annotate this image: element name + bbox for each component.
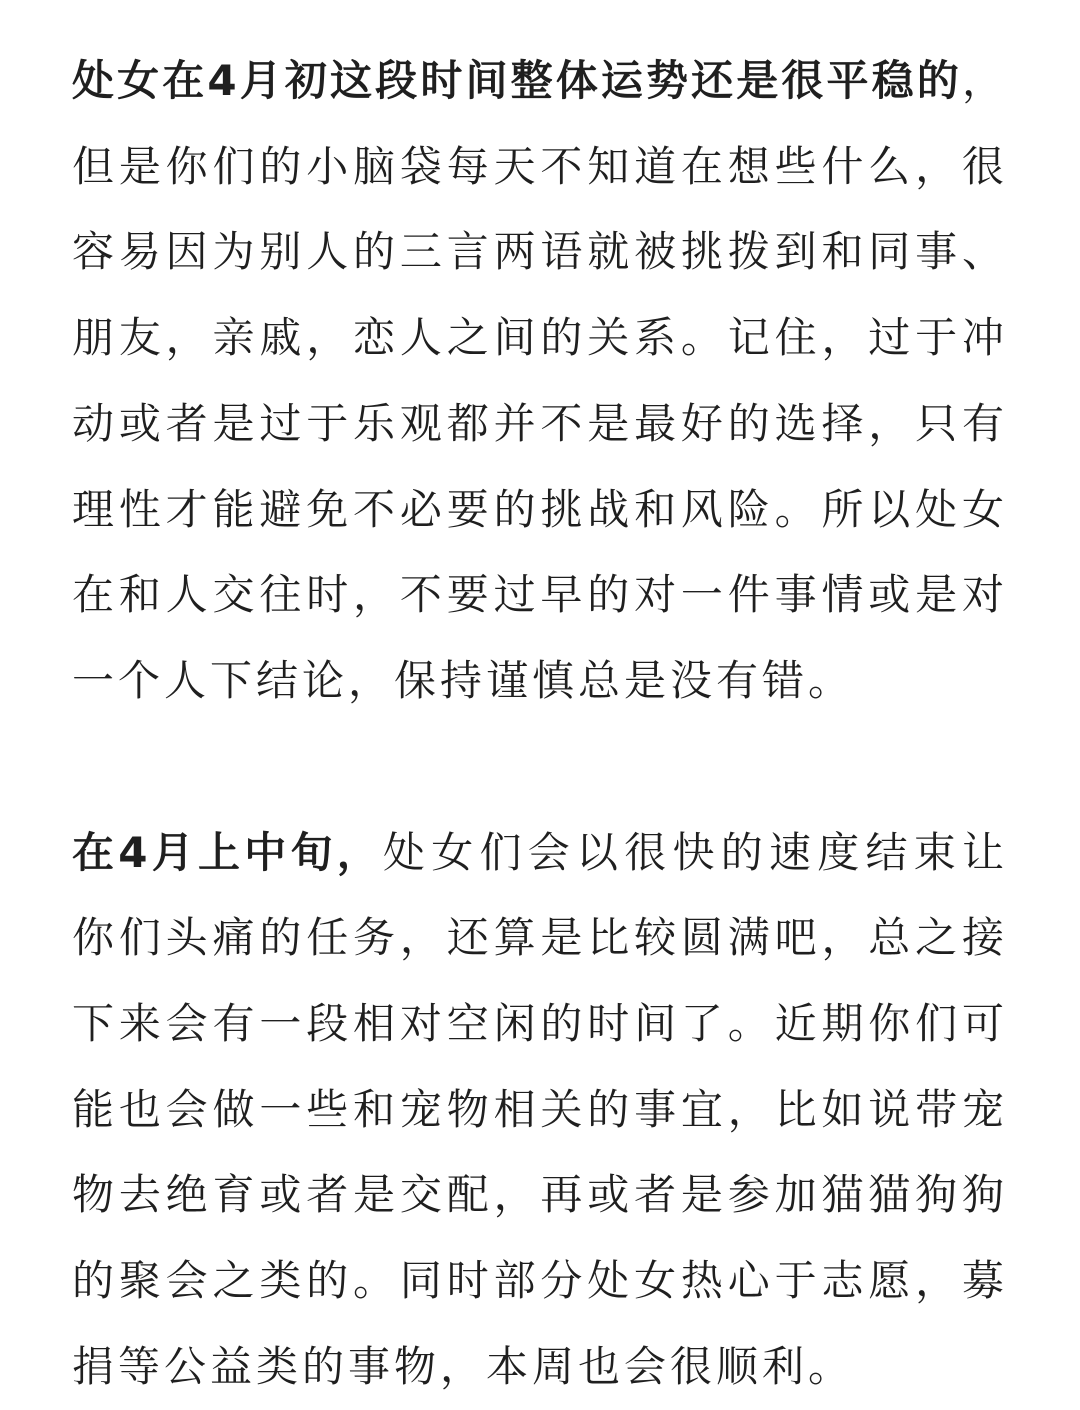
paragraph-body-text: 处女们会以很快的速度结束让你们头痛的任务，还算是比较圆满吧，总之接下来会有一段相对空闲的时间了。近期你们可能也会做一些和宠物相关的事宜，比如说带宠物去绝育或者是交配，再或者是参加猫猫狗狗的聚会之类的。同时部分处女热心于志愿，募捐等公益类的事物，本周也会很顺利。 xyxy=(72,827,1008,1391)
paragraph-early-april xyxy=(72,38,1008,724)
paragraph-lead-text: 处女在4月初这段时间整体运势还是很平稳的 xyxy=(72,56,962,105)
paragraph-body-text: ，但是你们的小脑袋每天不知道在想些什么，很容易因为别人的三言两语就被挑拨到和同事、朋友，亲戚，恋人之间的关系。记住，过于冲动或者是过于乐观都并不是最好的选择，只有理性才能避免不必要的挑战和风险。所以处女在和人交往时，不要过早的对一件事情或是对一个人下结论，保持谨慎总是没有错。 xyxy=(72,56,1008,705)
article-content xyxy=(72,38,1008,1410)
paragraph-mid-april xyxy=(72,810,1008,1410)
paragraph-lead-text: 在4月上中旬， xyxy=(72,827,383,877)
